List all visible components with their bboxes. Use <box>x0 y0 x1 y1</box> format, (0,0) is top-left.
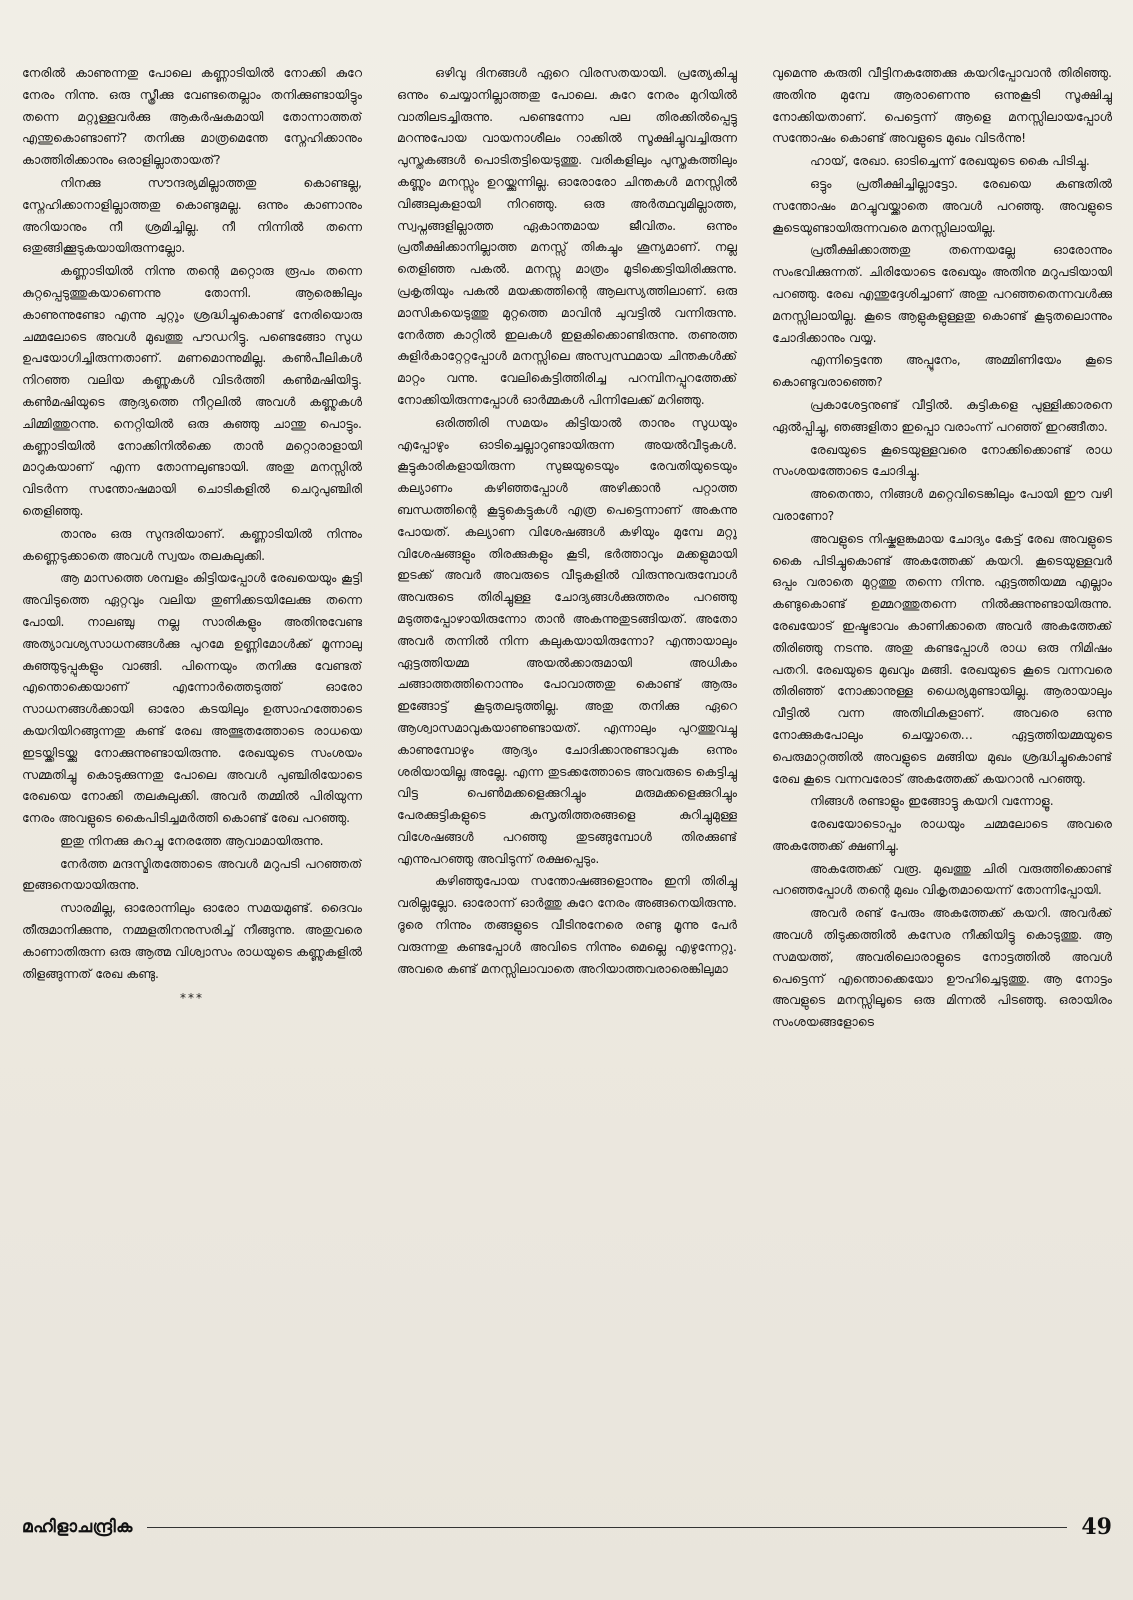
paragraph: അകത്തേക്ക് വരൂ. മുഖത്തു ചിരി വരുത്തിക്കൊണ്ട് പറഞ്ഞപ്പോൾ തന്റെ മുഖം വികൃതമായെന്ന് തോന്നിപ്പോയി. <box>772 860 1112 898</box>
paragraph: പ്രതീക്ഷിക്കാത്തതു തന്നെയല്ലേ ഓരോന്നും സംഭവിക്കുന്നത്. ചിരിയോടെ രേഖയും അതിനു മറുപടിയായി പറഞ്ഞു. രേഖ എന്തുദ്ദേശിച്ചാണ് അതു പറഞ്ഞതെന്നവൾക്കു മനസ്സിലായില്ല. കൂടെ ആളുകളുള്ളതു കൊണ്ട് കൂടുതലൊന്നും ചോദിക്കാനും വയ്യ. <box>772 242 1112 345</box>
paragraph: കണ്ണാടിയിൽ നിന്നു തന്റെ മറ്റൊരു രൂപം തന്നെ കുറ്റപ്പെടുത്തുകയാണെന്നു തോന്നി. ആരെങ്കിലും കാണുന്നുണ്ടോ എന്നു ചുറ്റും ശ്രദ്ധിച്ചുകൊണ്ട് നേരിയൊരു ചമ്മലോടെ അവൾ മുഖത്തു പൗഡറിട്ടു. പണ്ടെങ്ങോ സുധ ഉപയോഗിച്ചിരുന്നതാണ്. മണമൊന്നുമില്ല. കൺപീലികൾ നിറഞ്ഞ വലിയ കണ്ണുകൾ വിടർത്തി കൺമഷിയിട്ടു. കൺമഷിയുടെ ആദ്യത്തെ നീറ്റലിൽ അവൾ കണ്ണുകൾ ചിമ്മിത്തുറന്നു. നെറ്റിയിൽ ഒരു കുഞ്ഞു ചാന്തു പൊട്ടും. കണ്ണാടിയിൽ നോക്കിനിൽക്കെ താൻ മറ്റൊരാളായി മാറുകയാണ് എന്ന തോന്നലുണ്ടായി. അതു മനസ്സിൽ വിടർന്ന സന്തോഷമായി ചൊടികളിൽ ചെറുപുഞ്ചിരി തെളിഞ്ഞു. <box>22 263 362 518</box>
paragraph: സാരമില്ല, ഓരോന്നിലും ഓരോ സമയമുണ്ട്. ദൈവം തീരുമാനിക്കുന്നു, നമ്മളതിനനുസരിച്ച് നീങ്ങുന്നു. അതുവരെ കാണാതിരുന്ന ഒരു ആത്മ വിശ്വാസം രാധയുടെ കണ്ണുകളിൽ തിളങ്ങുന്നത് രേഖ കണ്ടു. <box>22 900 362 981</box>
paragraph: കഴിഞ്ഞുപോയ സന്തോഷങ്ങളൊന്നും ഇനി തിരിച്ചു വരില്ലല്ലോ. ഓരോന്ന് ഓർത്തു കുറേ നേരം അങ്ങനെയിരുന്നു. ദൂരെ നിന്നും തങ്ങളുടെ വീടിനുനേരെ രണ്ടു മൂന്നു പേർ വരുന്നതു കണ്ടപ്പോൾ അവിടെ നിന്നും മെല്ലെ എഴുന്നേറ്റു. അവരെ കണ്ട് മനസ്സിലാവാതെ അറിയാത്തവരാരെങ്കിലുമാ <box>397 873 737 976</box>
paragraph: ഹായ്, രേഖാ. ഓടിച്ചെന്ന് രേഖയുടെ കൈ പിടിച്ചു. <box>810 153 1090 169</box>
paragraph: അവർ രണ്ട് പേരും അകത്തേക്ക് കയറി. അവർക്ക് അവൾ തിടുക്കത്തിൽ കസേര നീക്കിയിട്ടു കൊടുത്തു. ആ സമയത്ത്, അവരിലൊരാളുടെ നോട്ടത്തിൽ അവൾ പെട്ടെന്ന് എന്തൊക്കെയോ ഊഹിച്ചെടുത്തു. ആ നോട്ടം അവളുടെ മനസ്സിലൂടെ ഒരു മിന്നൽ പിടഞ്ഞു. ഒരായിരം സംശയങ്ങളോടെ <box>772 905 1112 1030</box>
paragraph: ഒട്ടും പ്രതീക്ഷിച്ചില്ലാട്ടോ. രേഖയെ കണ്ടതിൽ സന്തോഷം മറച്ചുവയ്ക്കാതെ അവൾ പറഞ്ഞു. അവളുടെ കൂടെയുണ്ടായിരുന്നവരെ മനസ്സിലായില്ല. <box>772 175 1112 235</box>
paragraph: താനും ഒരു സുന്ദരിയാണ്. കണ്ണാടിയിൽ നിന്നും കണ്ണെടുക്കാതെ അവൾ സ്വയം തലകുലുക്കി. <box>22 525 362 563</box>
paragraph: എന്നിട്ടെന്തേ അപ്പൂനേം, അമ്മിണിയേം കൂടെ കൊണ്ടുവരാഞ്ഞെ? <box>772 352 1112 390</box>
paragraph: വുമെന്നു കരുതി വീട്ടിനകത്തേക്കു കയറിപ്പോവാൻ തിരിഞ്ഞു. അതിനു മുമ്പേ ആരാണെന്നു ഒന്നുകൂടി സൂക്ഷിച്ചു നോക്കിയതാണ്. പെട്ടെന്ന് ആളെ മനസ്സിലായപ്പോൾ സന്തോഷം കൊണ്ട് അവളുടെ മുഖം വിടർന്നു! <box>772 65 1112 146</box>
paragraph: നിനക്കു സൗന്ദര്യമില്ലാത്തതു കൊണ്ടല്ല, സ്നേഹിക്കാനാളില്ലാത്തതു കൊണ്ടുമല്ല. ഒന്നും കാണാനും അറിയാനും നീ ശ്രമിച്ചില്ല. നീ നിന്നിൽ തന്നെ ഒതുങ്ങിക്കൂടുകയായിരുന്നല്ലോ. <box>22 174 362 256</box>
paragraph: ആ മാസത്തെ ശമ്പളം കിട്ടിയപ്പോൾ രേഖയെയും കൂട്ടി അവിടുത്തെ ഏറ്റവും വലിയ തുണിക്കടയിലേക്കു തന്നെ പോയി. നാലഞ്ചു നല്ല സാരികളും അതിനുവേണ്ട അത്യാവശ്യസാധനങ്ങൾക്കു പുറമേ ഉണ്ണിമോൾക്ക് മൂന്നാലു കുഞ്ഞുടുപ്പുകളും വാങ്ങി. പിന്നെയും തനിക്കു വേണ്ടത് എന്തൊക്കെയാണ് എന്നോർത്തെടുത്ത് ഓരോ സാധനങ്ങൾക്കായി ഓരോ കടയിലും ഉത്സാഹത്തോടെ കയറിയിറങ്ങുന്നതു കണ്ട് രേഖ അത്ഭുതത്തോടെ രാധയെ ഇടയ്ക്കിടയ്ക്കു നോക്കുന്നുണ്ടായിരുന്നു. രേഖയുടെ സംശയം സമ്മതിച്ചു കൊടുക്കുന്നതു പോലെ അവൾ പുഞ്ചിരിയോടെ രേഖയെ നോക്കി തലകുലുക്കി. അവർ തമ്മിൽ പിരിയുന്ന നേരം അവളുടെ കൈപിടിച്ചമർത്തി കൊണ്ട് രേഖ പറഞ്ഞു. <box>22 570 362 826</box>
column-2 <box>397 62 737 1502</box>
paragraph: പ്രകാശേട്ടനുണ്ട് വീട്ടിൽ. കുട്ടികളെ പുള്ളിക്കാരനെ ഏൽപ്പിച്ചു, ഞങ്ങളിതാ ഇപ്പൊ വരാംന്ന് പറഞ്ഞ് ഇറങ്ങീതാ. <box>772 396 1112 434</box>
paragraph: നേർത്ത മന്ദസ്മിതത്തോടെ അവൾ മറുപടി പറഞ്ഞത് ഇങ്ങനെയായിരുന്നു. <box>22 855 362 893</box>
paragraph: നേരിൽ കാണുന്നതു പോലെ കണ്ണാടിയിൽ നോക്കി കുറേ നേരം നിന്നു. ഒരു സ്ത്രീക്കു വേണ്ടതെല്ലാം തനിക്കുണ്ടായിട്ടും തന്നെ മറ്റുള്ളവർക്കു ആകർഷകമായി തോന്നാത്തത് എന്തുകൊണ്ടാണ്? തനിക്കു മാത്രമെന്തേ സ്നേഹിക്കാനും കാത്തിരിക്കാനും ഒരാളില്ലാതായത്? <box>22 65 362 168</box>
paragraph: ഒരിത്തിരി സമയം കിട്ടിയാൽ താനും സുധയും എപ്പോഴും ഓടിച്ചെല്ലാറുണ്ടായിരുന്ന അയൽവീടുകൾ. കൂട്ടുകാരികളായിരുന്ന സുജയുടെയും രേവതിയുടെയും കല്യാണം കഴിഞ്ഞപ്പോൾ അഴിക്കാൻ പറ്റാത്ത ബന്ധത്തിന്റെ കൂട്ടുകെട്ടുകൾ എത്ര പെട്ടെന്നാണ് അകന്നു പോയത്. കല്യാണ വിശേഷങ്ങൾ കഴിയും മുമ്പേ മറ്റു വിശേഷങ്ങളും തിരക്കുകളും കൂടി, ഭർത്താവും മക്കളുമായി ഇടക്ക് അവർ അവരുടെ വീടുകളിൽ വിരുന്നുവരുമ്പോൾ അവരുടെ തിരിച്ചുള്ള ചോദ്യങ്ങൾക്കുത്തരം പറഞ്ഞു മടുത്തപ്പോഴായിരുന്നോ താൻ അകന്നുതുടങ്ങിയത്. അതോ അവർ തന്നിൽ നിന്ന കലുകയായിരുന്നോ? എന്തായാലും ഏട്ടത്തിയമ്മ അയൽക്കാരുമായി അധികം ചങ്ങാത്തത്തിനൊന്നും പോവാത്തതു കൊണ്ട് ആരും ഇങ്ങോട്ട് കൂടുതലടുത്തില്ല. അതു തനിക്കു ഏറെ ആശ്വാസമാവുകയാണുണ്ടായത്. എന്നാലും പുറത്തുവച്ചു കാണുമ്പോഴും ആദ്യം ചോദിക്കാനുണ്ടാവുക ഒന്നും ശരിയായില്ല അല്ലേ. എന്ന തുടക്കത്തോടെ അവരുടെ കെട്ടിച്ചു വിട്ട പെൺമക്കളെക്കുറിച്ചും മരുമക്കളെക്കുറിച്ചും പേരക്കുട്ടികളുടെ കുസൃതിത്തരങ്ങളെ കുറിച്ചുമുള്ള വിശേഷങ്ങൾ പറഞ്ഞു തുടങ്ങുമ്പോൾ തിരക്കുണ്ട് എന്നുപറഞ്ഞു അവിടുന്ന് രക്ഷപ്പെടും. <box>397 414 737 866</box>
paragraph: ഒഴിവു ദിനങ്ങൾ ഏറെ വിരസതയായി. പ്രത്യേകിച്ചു ഒന്നും ചെയ്യാനില്ലാത്തതു പോലെ. കുറേ നേരം മുറിയിൽ വാതിലടച്ചിരുന്നു. പണ്ടെന്നോ പല തിരക്കിൽപ്പെട്ടു മറന്നുപോയ വായനാശീലം റാക്കിൽ സൂക്ഷിച്ചുവച്ചിരുന്ന പുസ്തകങ്ങൾ പൊടിതട്ടിയെടുത്തു. വരികളിലും പുസ്തകത്തിലും കണ്ണും മനസ്സും ഉറയ്ക്കുന്നില്ല. ഓരോരോ ചിന്തകൾ മനസ്സിൽ വിങ്ങലുകളായി നിറഞ്ഞു. ഒരു അർത്ഥവുമില്ലാത്ത, സ്വപ്നങ്ങളില്ലാത്ത ഏകാന്തമായ ജീവിതം. ഒന്നും പ്രതീക്ഷിക്കാനില്ലാത്ത മനസ്സ് തികച്ചും ശൂന്യമാണ്. നല്ല തെളിഞ്ഞ പകൽ. മനസ്സു മാത്രം മൂടിക്കെട്ടിയിരിക്കുന്നു. പ്രകൃതിയും പകൽ മയക്കത്തിന്റെ ആലസ്യത്തിലാണ്. ഒരു മാസികയെടുത്തു മുറ്റത്തെ മാവിൻ ചുവട്ടിൽ വന്നിരുന്നു. നേർത്ത കാറ്റിൽ ഇലകൾ ഇളകിക്കൊണ്ടിരുന്നു. തണുത്ത കുളിർകാറ്റേറ്റപ്പോൾ മനസ്സിലെ അസ്വസ്ഥമായ ചിന്തകൾക്ക് മാറ്റം വന്നു. വേലികെട്ടിത്തിരിച്ച പറമ്പിനപ്പുറത്തേക്ക് നോക്കിയിരുന്നപ്പോൾ ഓർമ്മകൾ പിന്നിലേക്ക് മറിഞ്ഞു. <box>397 65 737 407</box>
paragraph: അതെന്താ, നിങ്ങൾ മറ്റെവിടെങ്കിലും പോയി ഈ വഴി വരാണോ? <box>772 486 1112 523</box>
column-3 <box>772 62 1112 1502</box>
paragraph: രേഖയുടെ കൂടെയുള്ളവരെ നോക്കിക്കൊണ്ട് രാധ സംശയത്തോടെ ചോദിച്ചു. <box>772 441 1112 479</box>
footer-rule <box>147 1527 1068 1528</box>
article-body <box>22 62 1112 1502</box>
paragraph: രേഖയോടൊപ്പം രാധയും ചമ്മലോടെ അവരെ അകത്തേക്ക് ക്ഷണിച്ചു. <box>772 816 1112 853</box>
paragraph: ഇതു നിനക്കു കുറച്ചു നേരത്തേ ആവാമായിരുന്നു. <box>60 832 324 848</box>
page-number: 49 <box>1081 1514 1112 1540</box>
column-1 <box>22 62 362 1502</box>
publication-logo: മഹിളാചന്ദ്രിക <box>22 1517 133 1537</box>
paragraph: നിങ്ങൾ രണ്ടാളും ഇങ്ങോട്ടു കയറി വന്നോളൂ. <box>810 793 1054 809</box>
page-footer <box>22 1510 1112 1544</box>
section-break: *** <box>180 991 204 1006</box>
paragraph: അവളുടെ നിഷ്കളങ്കമായ ചോദ്യം കേട്ട് രേഖ അവളുടെ കൈ പിടിച്ചുകൊണ്ട് അകത്തേക്ക് കയറി. കൂടെയുള്ളവർ ഒപ്പം വരാതെ മുറ്റത്തു തന്നെ നിന്നു. ഏട്ടത്തിയമ്മ എല്ലാം കണ്ടുകൊണ്ട് ഉമ്മറത്തുതന്നെ നിൽക്കുന്നുണ്ടായിരുന്നു. രേഖയോട് ഇഷ്ടഭാവം കാണിക്കാതെ അവർ അകത്തേക്ക് തിരിഞ്ഞു നടന്നു. അതു കണ്ടപ്പോൾ രാധ ഒരു നിമിഷം പതറി. രേഖയുടെ മുഖവും മങ്ങി. രേഖയുടെ കൂടെ വന്നവരെ തിരിഞ്ഞ് നോക്കാനുള്ള ധൈര്യമുണ്ടായില്ല. ആരായാലും വീട്ടിൽ വന്ന അതിഥികളാണ്. അവരെ ഒന്നു നോക്കുകപോലും ചെയ്യാതെ... ഏട്ടത്തിയമ്മയുടെ പെരുമാറ്റത്തിൽ അവളുടെ മങ്ങിയ മുഖം ശ്രദ്ധിച്ചുകൊണ്ട് രേഖ കൂടെ വന്നവരോട് അകത്തേക്ക് കയറാൻ പറഞ്ഞു. <box>772 530 1112 786</box>
